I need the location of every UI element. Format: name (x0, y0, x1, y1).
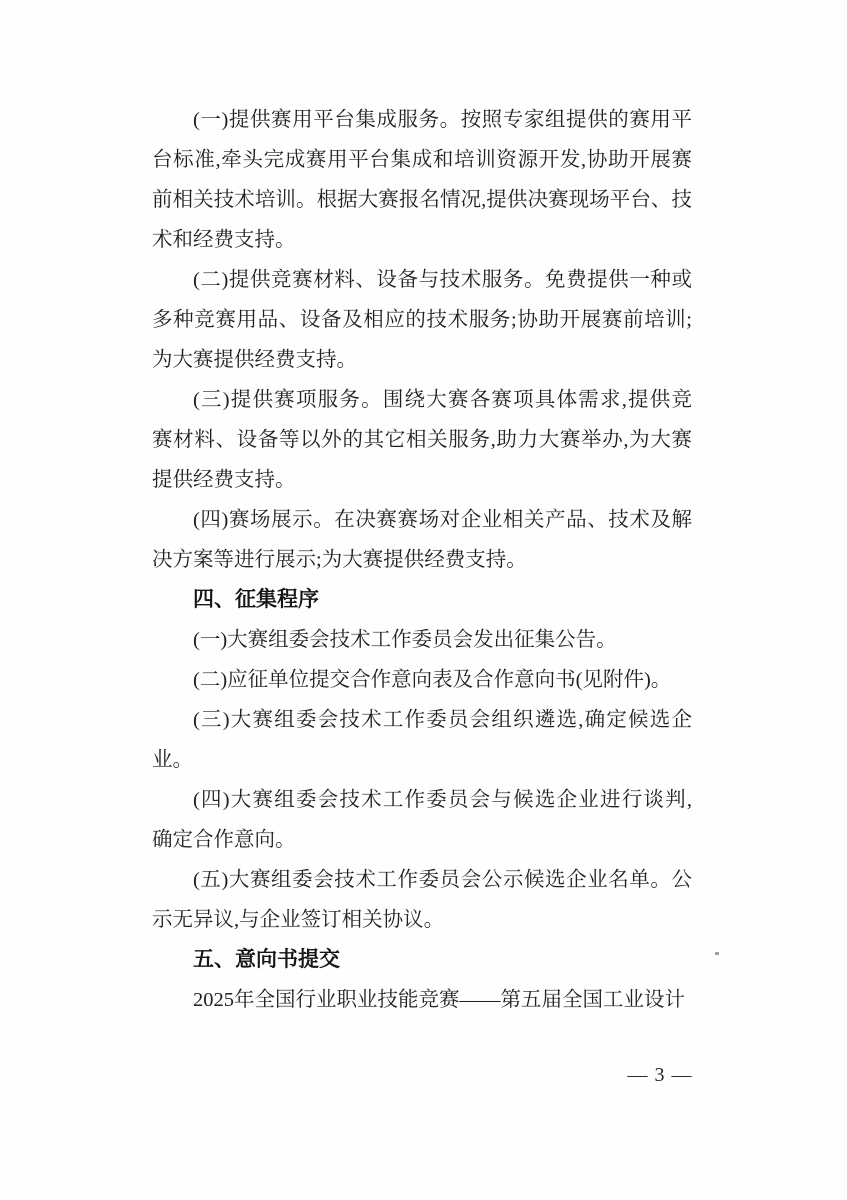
text-line: 确定合作意向。 (152, 829, 296, 851)
text-line: (二)应征单位提交合作意向表及合作意向书(见附件)。 (193, 669, 672, 691)
text-line: (五)大赛组委会技术工作委员会公示候选企业名单。公 (193, 869, 692, 891)
text-line: 2025年全国行业职业技能竞赛——第五届全国工业设计 (193, 989, 685, 1011)
text-line: (三)大赛组委会技术工作委员会组织遴选,确定候选企 (193, 709, 692, 731)
text-line: 多种竞赛用品、设备及相应的技术服务;协助开展赛前培训; (152, 309, 692, 331)
text-line: (四)赛场展示。在决赛赛场对企业相关产品、技术及解 (193, 509, 692, 531)
text-line: 提供经费支持。 (152, 469, 296, 491)
text-line: (三)提供赛项服务。围绕大赛各赛项具体需求,提供竞 (193, 389, 692, 411)
text-line: (一)大赛组委会技术工作委员会发出征集公告。 (193, 629, 617, 651)
section-heading: 五、意向书提交 (193, 948, 340, 971)
text-line: (四)大赛组委会技术工作委员会与候选企业进行谈判, (193, 789, 692, 811)
text-line: 决方案等进行展示;为大赛提供经费支持。 (152, 549, 527, 571)
text-line: 前相关技术培训。根据大赛报名情况,提供决赛现场平台、技 (152, 189, 692, 211)
page-number: — 3 — (627, 1064, 693, 1086)
text-line: 术和经费支持。 (152, 229, 296, 251)
text-line: 为大赛提供经费支持。 (152, 349, 357, 371)
text-line: 台标准,牵头完成赛用平台集成和培训资源开发,协助开展赛 (152, 149, 692, 171)
text-line: (一)提供赛用平台集成服务。按照专家组提供的赛用平 (193, 109, 692, 131)
text-line: 业。 (152, 749, 193, 771)
text-line: 赛材料、设备等以外的其它相关服务,助力大赛举办,为大赛 (152, 429, 692, 451)
text-line: 示无异议,与企业签订相关协议。 (152, 909, 445, 931)
section-heading: 四、征集程序 (193, 588, 319, 611)
document-body (152, 100, 692, 1020)
text-line: (二)提供竞赛材料、设备与技术服务。免费提供一种或 (193, 269, 692, 291)
scan-artifact-dot (715, 952, 719, 955)
